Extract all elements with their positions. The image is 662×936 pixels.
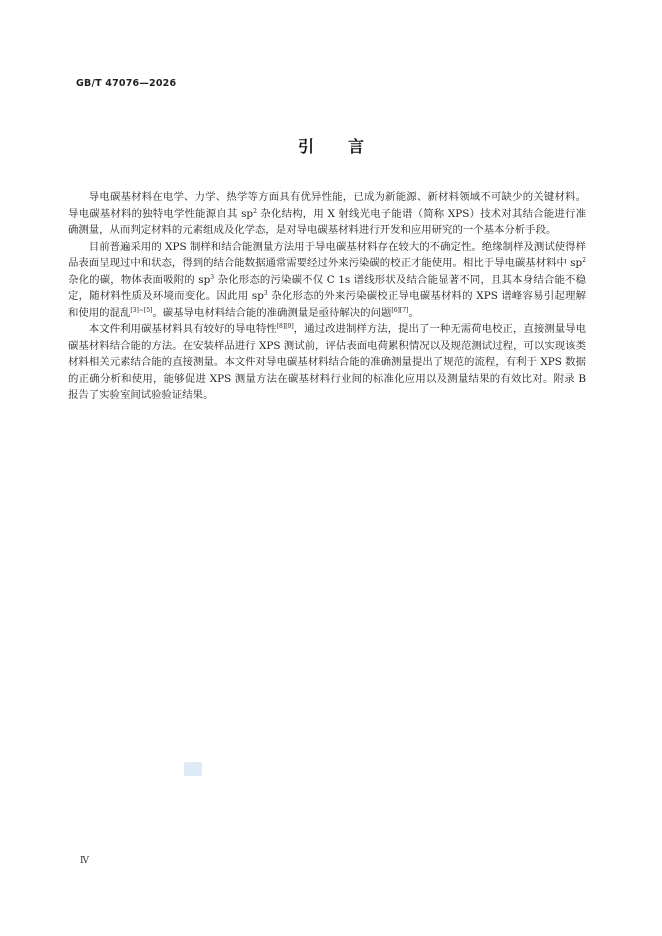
paragraph-2-text-3: 杂化形态的污染碳不仅 C 1s 谱线形状及结合能显著不同，且其本身结合能不稳定，随材料性质及环境而变化。因此用 sp xyxy=(68,273,586,302)
superscript-hybrid: 3 xyxy=(210,273,215,281)
introduction-body xyxy=(68,189,586,404)
paragraph-3-text-1: 本文件利用碳基材料具有较好的导电特性 xyxy=(88,323,277,335)
paragraph-1-text-1: 导电碳基材料在电学、力学、热学等方面具有优异性能，已成为新能源、新材料领域不可缺少的关键材料。导电碳基材料的独特电学性能源自其 sp xyxy=(68,191,586,220)
superscript-hybrid: 2 xyxy=(253,207,257,215)
paragraph-3-text-2: ，通过改进制样方法，提出了一种无需荷电校正，直接测量导电碳基材料结合能的方法。在安装样品进行 XPS 测试前，评估表面电荷累积情况以及规范测试过程，可以实现该类材料相关元素结合能的直接测量。本文件对导电碳基材料结合能的准确测量提出了规范的流程，有利于 XPS 数据的正确分析和使用，能够促进 XPS 测量方法在碳基材料行业间的标准化应用以及测量结果的有效比对。附录 B 报告了实验室间试验验证结果。 xyxy=(68,323,586,401)
paragraph-2-text-4: 杂化形态的外来污染碳校正导电碳基材料的 XPS 谱峰容易引起理解和使用的混乱 xyxy=(68,290,586,319)
superscript-hybrid: 2 xyxy=(582,257,586,264)
paragraph-2-text-1: 目前普遍采用的 XPS 制样和结合能测量方法用于导电碳基材料存在较大的不确定性。绝缘制样及测试使得样品表面呈现过中和状态，得到的结合能数据通常需要经过外来污染碳的校正才能使用。相比于导电碳基材料中 sp xyxy=(68,240,586,269)
paragraph-2-text-5: 。碳基导电材料结合能的准确测量是亟待解决的问题 xyxy=(152,306,392,319)
paragraph-3 xyxy=(68,321,586,404)
citation-reference: [8][9] xyxy=(276,323,294,330)
paragraph-1-text-2: 杂化结构，用 X 射线光电子能谱（简称 XPS）技术对其结合能进行准确测量，从而判定材料的元素组成及化学态，是对导电碳基材料进行开发和应用研究的一个基本分析手段。 xyxy=(68,207,586,236)
superscript-hybrid: 3 xyxy=(263,290,268,297)
paragraph-2-text-6: 。 xyxy=(408,306,419,319)
watermark-stamp xyxy=(184,762,202,776)
standard-number: GB/T 47076—2026 xyxy=(76,78,177,89)
page-number: Ⅳ xyxy=(80,856,89,866)
citation-reference: [3]~[5] xyxy=(130,306,153,314)
paragraph-1 xyxy=(68,189,586,239)
page-title: 引言 xyxy=(297,137,398,156)
paragraph-2-text-2: 杂化的碳，物体表面吸附的 sp xyxy=(68,273,211,286)
citation-reference: [6][7] xyxy=(391,306,409,314)
paragraph-2 xyxy=(68,239,586,322)
